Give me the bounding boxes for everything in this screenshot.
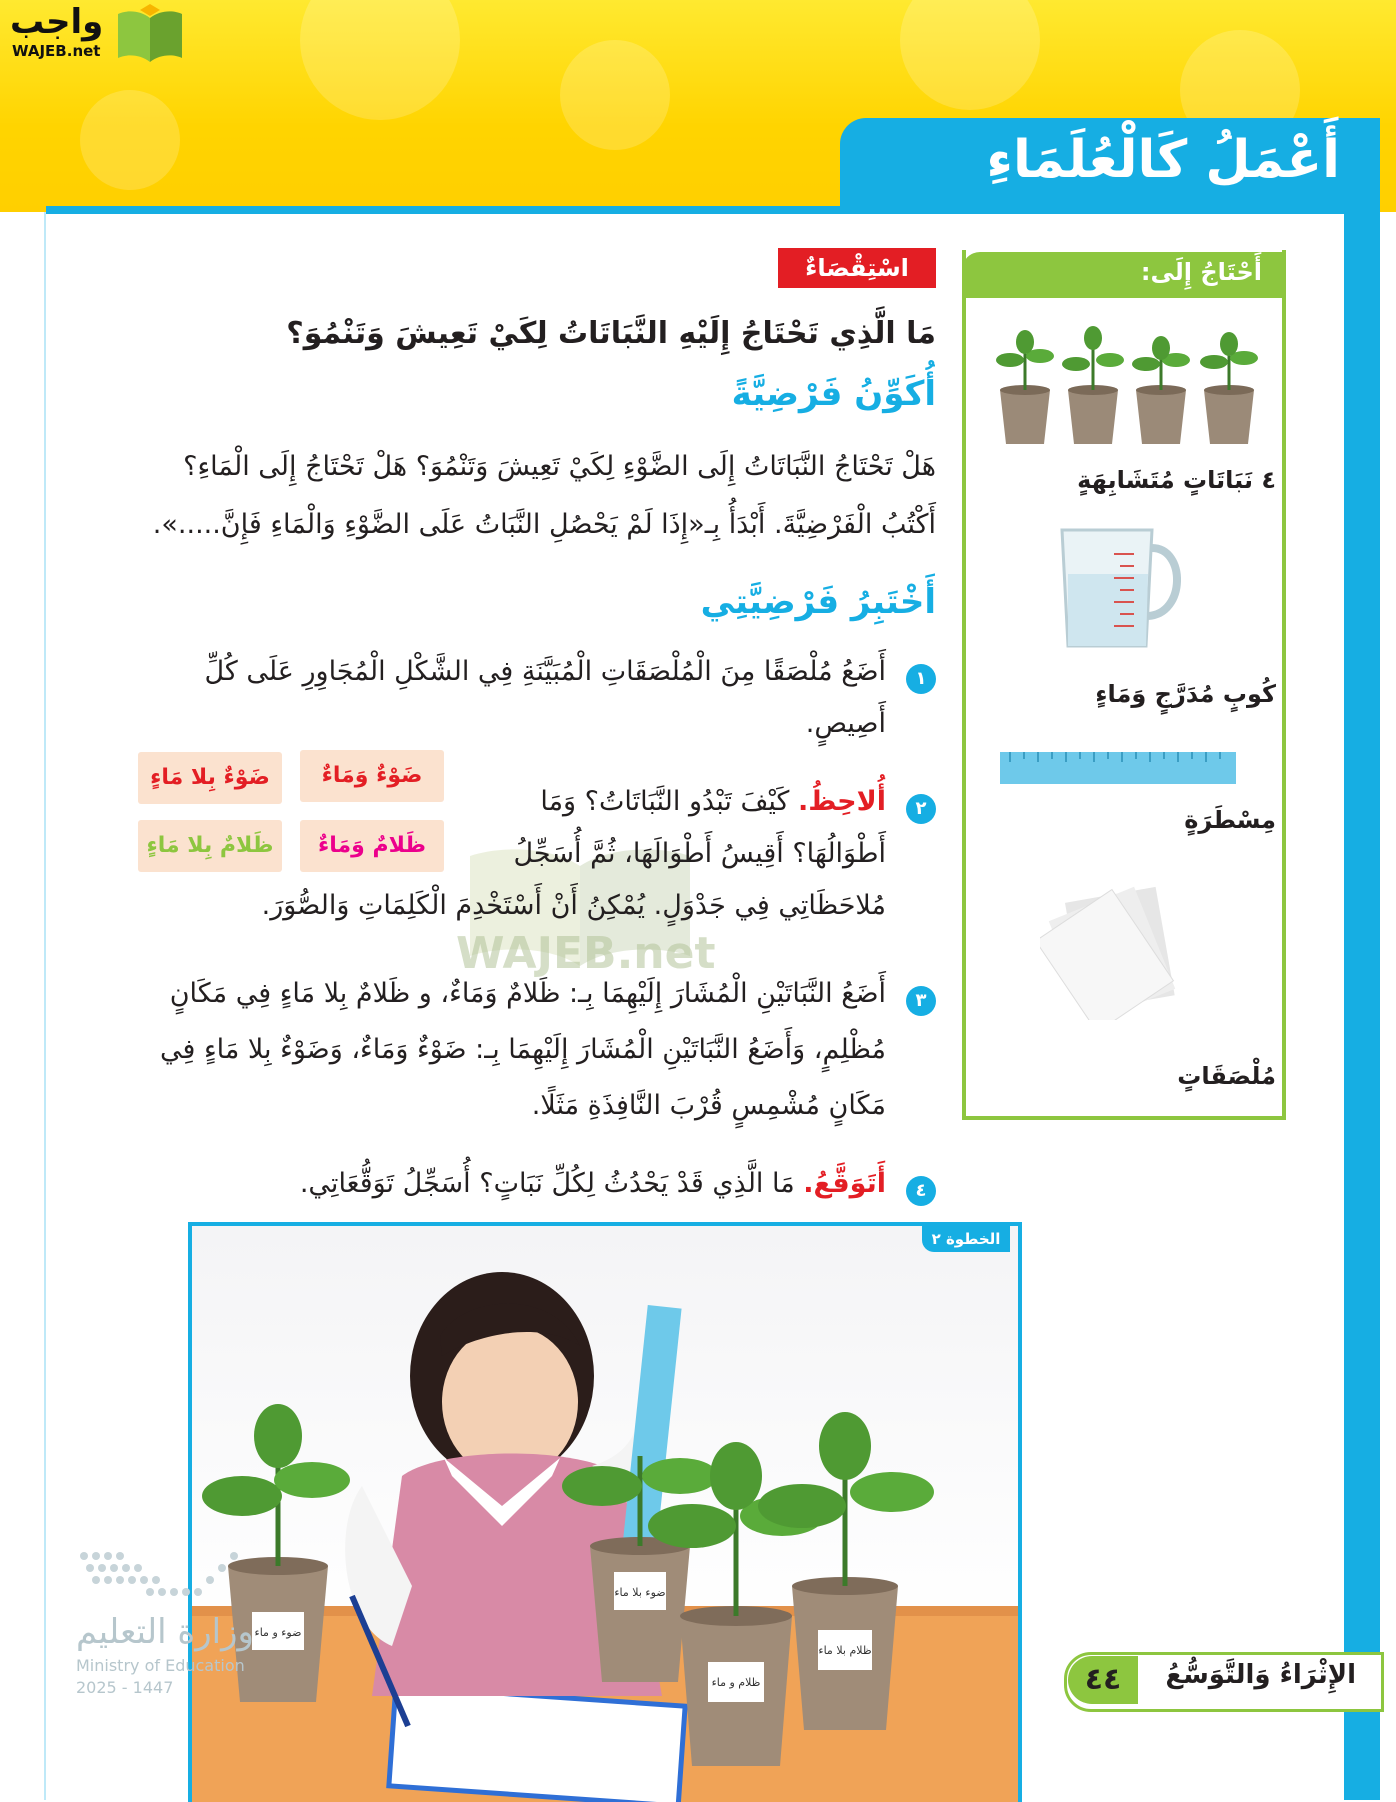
predict-keyword: أَتَوَقَّعُ. [803, 1168, 886, 1199]
watermark-text: WAJEB.net [456, 928, 716, 979]
page-right-rail [1344, 212, 1380, 1800]
footer-section-title: الإِثْرَاءُ وَالتَّوَسُّعُ [1165, 1660, 1356, 1690]
hypothesis-line-1: هَلْ تَحْتَاجُ النَّبَاتَاتُ إِلَى الضَّوْءِ لِكَيْ تَعِيشَ وَتَنْمُوَ؟ هَلْ تَحْتَاجُ إِلَى الْمَاءِ؟ [183, 451, 936, 482]
book-logo-icon[interactable] [116, 4, 184, 62]
hypothesis-heading: أُكَوِّنُ فَرْضِيَّةً [731, 374, 936, 414]
material-label-cup: كُوبٍ مُدَرَّجٍ وَمَاءٍ [1095, 680, 1276, 708]
page-title: أَعْمَلُ كَالْعُلَمَاءِ [986, 130, 1340, 190]
girl-measuring-plants-illustration [192, 1226, 1018, 1802]
pot-label-2: ضوء بلا ماء [614, 1586, 666, 1599]
step-1-line-2: أَصِيصٍ. [805, 708, 886, 739]
inquiry-type-tag [778, 248, 936, 322]
experiment-photo [188, 1222, 1022, 1802]
label-card-dark-water: ظَلامٌ وَمَاءٌ [300, 820, 444, 872]
test-heading: أَخْتَبِرُ فَرْضِيَّتِي [700, 582, 936, 622]
material-label-stickers: مُلْصَقَاتٍ [1177, 1062, 1276, 1090]
step-1-line-1: أَضَعُ مُلْصَقًا مِنَ الْمُلْصَقَاتِ الْمُبَيَّنَةِ فِي الشَّكْلِ الْمُجَاوِرِ عَلَى كُلِّ [204, 656, 886, 687]
page-number: ٤٤ [1068, 1656, 1138, 1704]
step-2-line-1 [540, 786, 886, 817]
ruler-icon [1000, 750, 1236, 786]
label-card-light-no-water: ضَوْءٌ بِلا مَاءٍ [138, 752, 282, 804]
step-3-line-1: أَضَعُ النَّبَاتَيْنِ الْمُشَارَ إِلَيْهِمَا بِـ: ظَلامٌ وَمَاءٌ، و ظَلامٌ بِلا مَاءٍ فِي مَكَانٍ [169, 978, 886, 1009]
title-box [840, 118, 1380, 210]
ministry-logo-icon [76, 1548, 246, 1608]
brand-domain[interactable]: WAJEB.net [12, 42, 101, 60]
label-card-light-water: ضَوْءٌ وَمَاءٌ [300, 750, 444, 802]
step-2-line-1-text: كَيْفَ تَبْدُو النَّبَاتَاتُ؟ وَمَا [540, 786, 790, 817]
potted-plants-icon [980, 320, 1260, 450]
materials-heading-bar [962, 252, 1282, 298]
step-number-3: ٣ [906, 986, 936, 1016]
step-2-line-2: أَطْوَالُهَا؟ أَقِيسُ أَطْوَالَهَا، ثُمَّ أُسَجِّلُ [513, 838, 886, 869]
hypothesis-line-2: أَكْتُبُ الْفَرْضِيَّةَ. أَبْدَأُ بِـ«إِذَا لَمْ يَحْصُلِ النَّبَاتُ عَلَى الضَّوْءِ وَالْمَاءِ فَإِنَّ.....». [152, 509, 936, 540]
measuring-cup-icon [1050, 524, 1190, 654]
sticky-labels-icon [1040, 880, 1190, 1020]
observe-keyword: أُلاحِظُ. [798, 786, 886, 817]
step-number-1: ١ [906, 664, 936, 694]
ministry-name-en: Ministry of Education [76, 1656, 245, 1675]
step-3-line-2: مُظْلِمٍ، وَأَضَعُ النَّبَاتَيْنِ الْمُشَارَ إِلَيْهِمَا بِـ: ضَوْءٌ وَمَاءٌ، وَضَوْءٌ بِلا مَاءٍ فِي [159, 1034, 886, 1065]
materials-heading: أَحْتَاجُ إِلَى: [1140, 258, 1262, 286]
material-label-ruler: مِسْطَرَةٍ [1184, 806, 1276, 834]
pot-label-3: ظلام و ماء [711, 1676, 761, 1689]
page-left-rule [44, 212, 46, 1800]
brand-name[interactable]: واجب [10, 2, 104, 42]
ministry-name-ar: وزارة التعليم [76, 1612, 254, 1652]
step-2-line-3: مُلاحَظَاتِي فِي جَدْوَلٍ. يُمْكِنُ أَنْ أَسْتَخْدِمَ الْكَلِمَاتِ وَالصُّوَرَ. [261, 890, 886, 921]
photo-step-tag: الخطوة ٢ [922, 1226, 1010, 1252]
inquiry-question: مَا الَّذِي تَحْتَاجُ إِلَيْهِ النَّبَاتَاتُ لِكَيْ تَعِيشَ وَتَنْمُوَ؟ [286, 316, 936, 351]
step-4-line-1-text: مَا الَّذِي قَدْ يَحْدُثُ لِكُلِّ نَبَاتٍ؟ أُسَجِّلُ تَوَقُّعَاتِي. [299, 1168, 795, 1199]
step-number-4: ٤ [906, 1176, 936, 1206]
step-4-line-1 [300, 1168, 886, 1199]
inquiry-type-label: اسْتِقْصَاءٌ مَبْنِيٌّ [805, 254, 909, 322]
step-3-line-3: مَكَانٍ مُشْمِسٍ قُرْبَ النَّافِذَةِ مَثَلًا. [531, 1090, 886, 1121]
pot-label-1: ضوء و ماء [254, 1626, 302, 1639]
pot-label-4: ظلام بلا ماء [818, 1644, 872, 1657]
ministry-year: 2025 - 1447 [76, 1678, 174, 1697]
label-card-dark-no-water: ظَلامٌ بِلا مَاءٍ [138, 820, 282, 872]
material-label-plants: ٤ نَبَاتَاتٍ مُتَشَابِهَةٍ [1077, 466, 1276, 494]
step-number-2: ٢ [906, 794, 936, 824]
